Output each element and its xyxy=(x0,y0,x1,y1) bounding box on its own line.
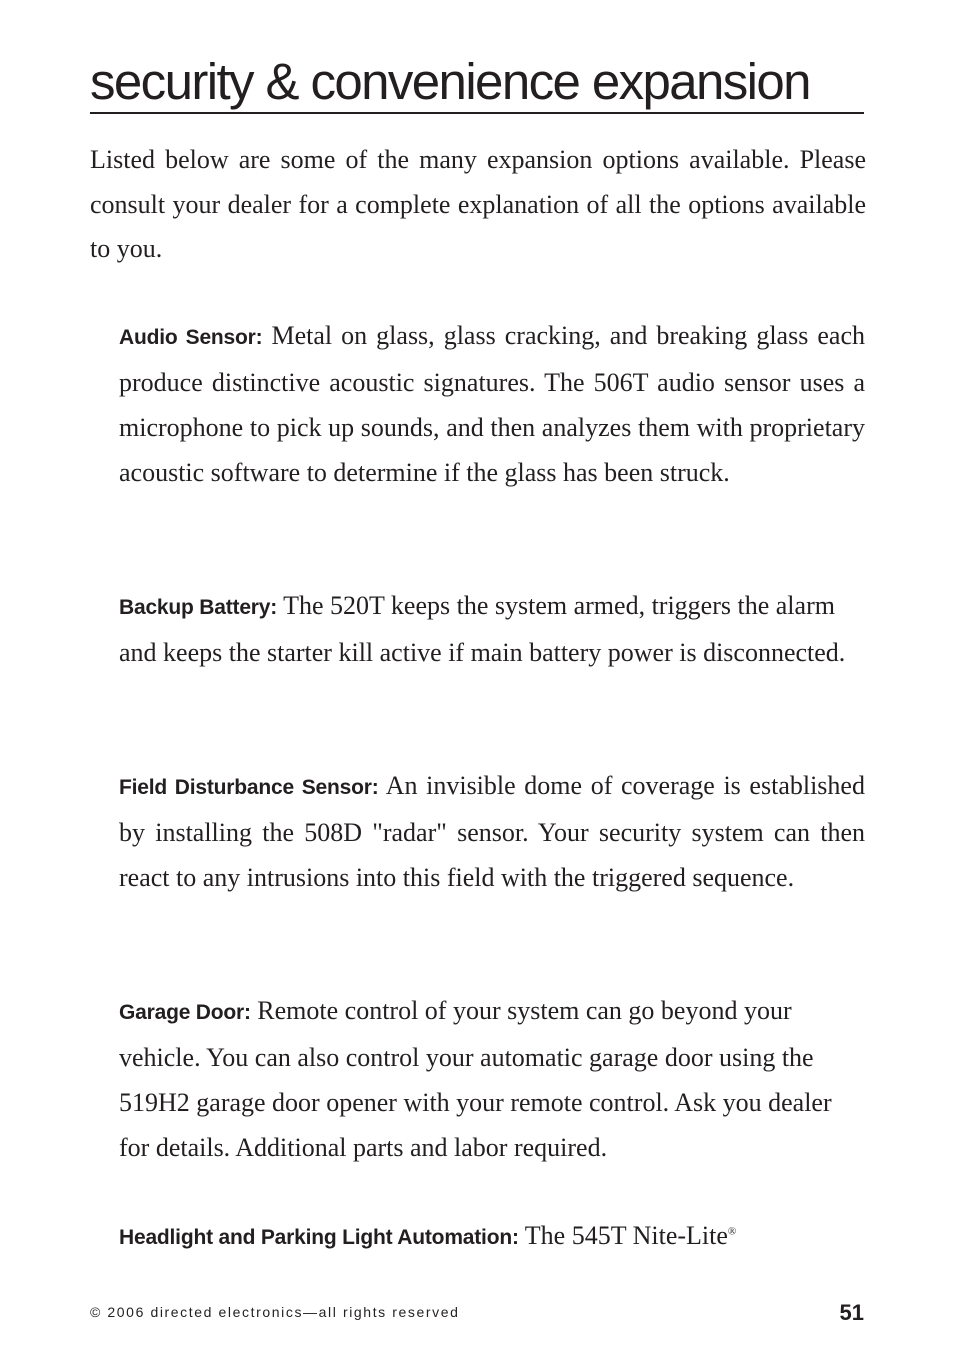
option-text: Metal on glass, glass cracking, and breaking glass each produce distinctive acoustic signatures. The 506T audio sensor uses a microphone to pick up sounds, and then analyzes them with proprietary acoustic software to determine if the glass has been struck. xyxy=(119,321,865,487)
option-text: The 545T Nite-Lite xyxy=(524,1221,728,1250)
option-text: An invisible dome of coverage is established by installing the 508D "radar" sensor. Your security system can then react to any intrusions into this field with the triggered sequence. xyxy=(119,771,865,892)
option-garage-door xyxy=(119,988,865,1170)
option-field-disturbance-sensor xyxy=(119,763,865,900)
page-number: 51 xyxy=(839,1300,864,1325)
registered-mark: ® xyxy=(727,1225,737,1238)
option-label: Audio Sensor: xyxy=(119,326,263,349)
page-title: security & convenience expansion xyxy=(90,52,864,114)
option-backup-battery xyxy=(119,583,865,675)
footer-copyright: © 2006 directed electronics—all rights reserved xyxy=(90,1304,460,1320)
option-label: Headlight and Parking Light Automation: xyxy=(119,1226,519,1249)
option-audio-sensor xyxy=(119,313,865,495)
option-label: Garage Door: xyxy=(119,1001,251,1024)
option-headlight-automation xyxy=(119,1213,865,1260)
intro-paragraph: Listed below are some of the many expansion options available. Please consult your dealer for a complete explanation of all the options available to you. xyxy=(90,145,866,263)
option-label: Field Disturbance Sensor: xyxy=(119,776,379,799)
option-text: The 520T keeps the system armed, triggers the alarm and keeps the starter kill active if main battery power is disconnected. xyxy=(119,591,846,667)
option-label: Backup Battery: xyxy=(119,596,278,619)
option-text: Remote control of your system can go beyond your vehicle. You can also control your automatic garage door using the 519H2 garage door opener with your remote control. Ask you dealer for details. Additional parts and labor required. xyxy=(119,996,832,1162)
